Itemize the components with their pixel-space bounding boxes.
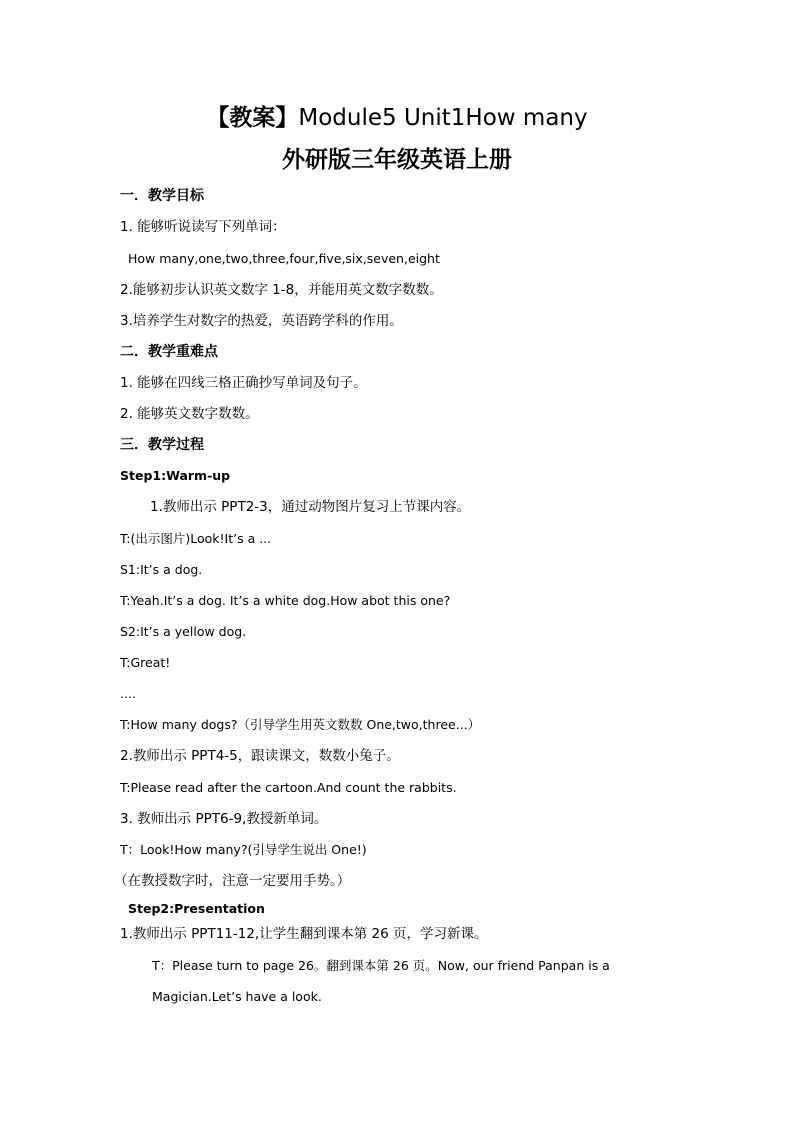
dialogue-line: T:(出示图片)Look!It’s a ... — [120, 531, 272, 546]
step1-item-1: 1.教师出示 PPT2-3，通过动物图片复习上节课内容。 — [150, 499, 471, 515]
step2-item-1: 1.教师出示 PPT11-12,让学生翻到课本第 26 页，学习新课。 — [120, 926, 488, 942]
objective-2: 2.能够初步认识英文数字 1-8，并能用英文数字数数。 — [120, 282, 443, 298]
key-point-1: 1. 能够在四线三格正确抄写单词及句子。 — [120, 375, 367, 391]
ellipsis-line: .... — [120, 686, 136, 701]
dialogue-line: S2:It’s a yellow dog. — [120, 624, 247, 639]
dialogue-line: T:Please read after the cartoon.And count the rabbits. — [120, 780, 457, 795]
document-subtitle: 外研版三年级英语上册 — [282, 146, 512, 173]
dialogue-line: T:How many dogs?（引导学生用英文数数 One,two,three...） — [120, 717, 481, 732]
section-heading-key-points: 二．教学重难点 — [120, 344, 218, 360]
objective-3: 3.培养学生对数字的热爱，英语跨学科的作用。 — [120, 313, 403, 329]
title-bracket-label: 【教案】 — [206, 105, 299, 131]
vocabulary-list: How many,one,two,three,four,five,six,seven,eight — [128, 251, 440, 266]
key-point-2: 2. 能够英文数字数数。 — [120, 406, 259, 422]
dialogue-line: S1:It’s a dog. — [120, 562, 203, 577]
dialogue-line: T:Great! — [120, 655, 171, 670]
step1-item-2: 2.教师出示 PPT4-5，跟读课文，数数小兔子。 — [120, 748, 400, 764]
teaching-note: （在教授数字时，注意一定要用手势。） — [114, 873, 351, 889]
dialogue-line: T:Yeah.It’s a dog. It’s a white dog.How abot this one? — [120, 593, 451, 608]
title-module-text: Module5 Unit1How many — [298, 105, 588, 131]
dialogue-line-continued: Magician.Let’s have a look. — [152, 989, 322, 1004]
section-heading-process: 三．教学过程 — [120, 437, 204, 453]
dialogue-line: T：Please turn to page 26。翻到课本第 26 页。Now, our friend Panpan is a — [152, 958, 610, 973]
step1-heading: Step1:Warm-up — [120, 468, 231, 483]
dialogue-line: T：Look!How many?(引导学生说出 One!) — [120, 842, 367, 857]
step2-heading: Step2:Presentation — [128, 901, 265, 916]
objective-1: 1. 能够听说读写下列单词： — [120, 219, 286, 235]
section-heading-objectives: 一．教学目标 — [120, 188, 204, 204]
step1-item-3: 3. 教师出示 PPT6-9,教授新单词。 — [120, 811, 328, 827]
document-title — [0, 102, 794, 134]
